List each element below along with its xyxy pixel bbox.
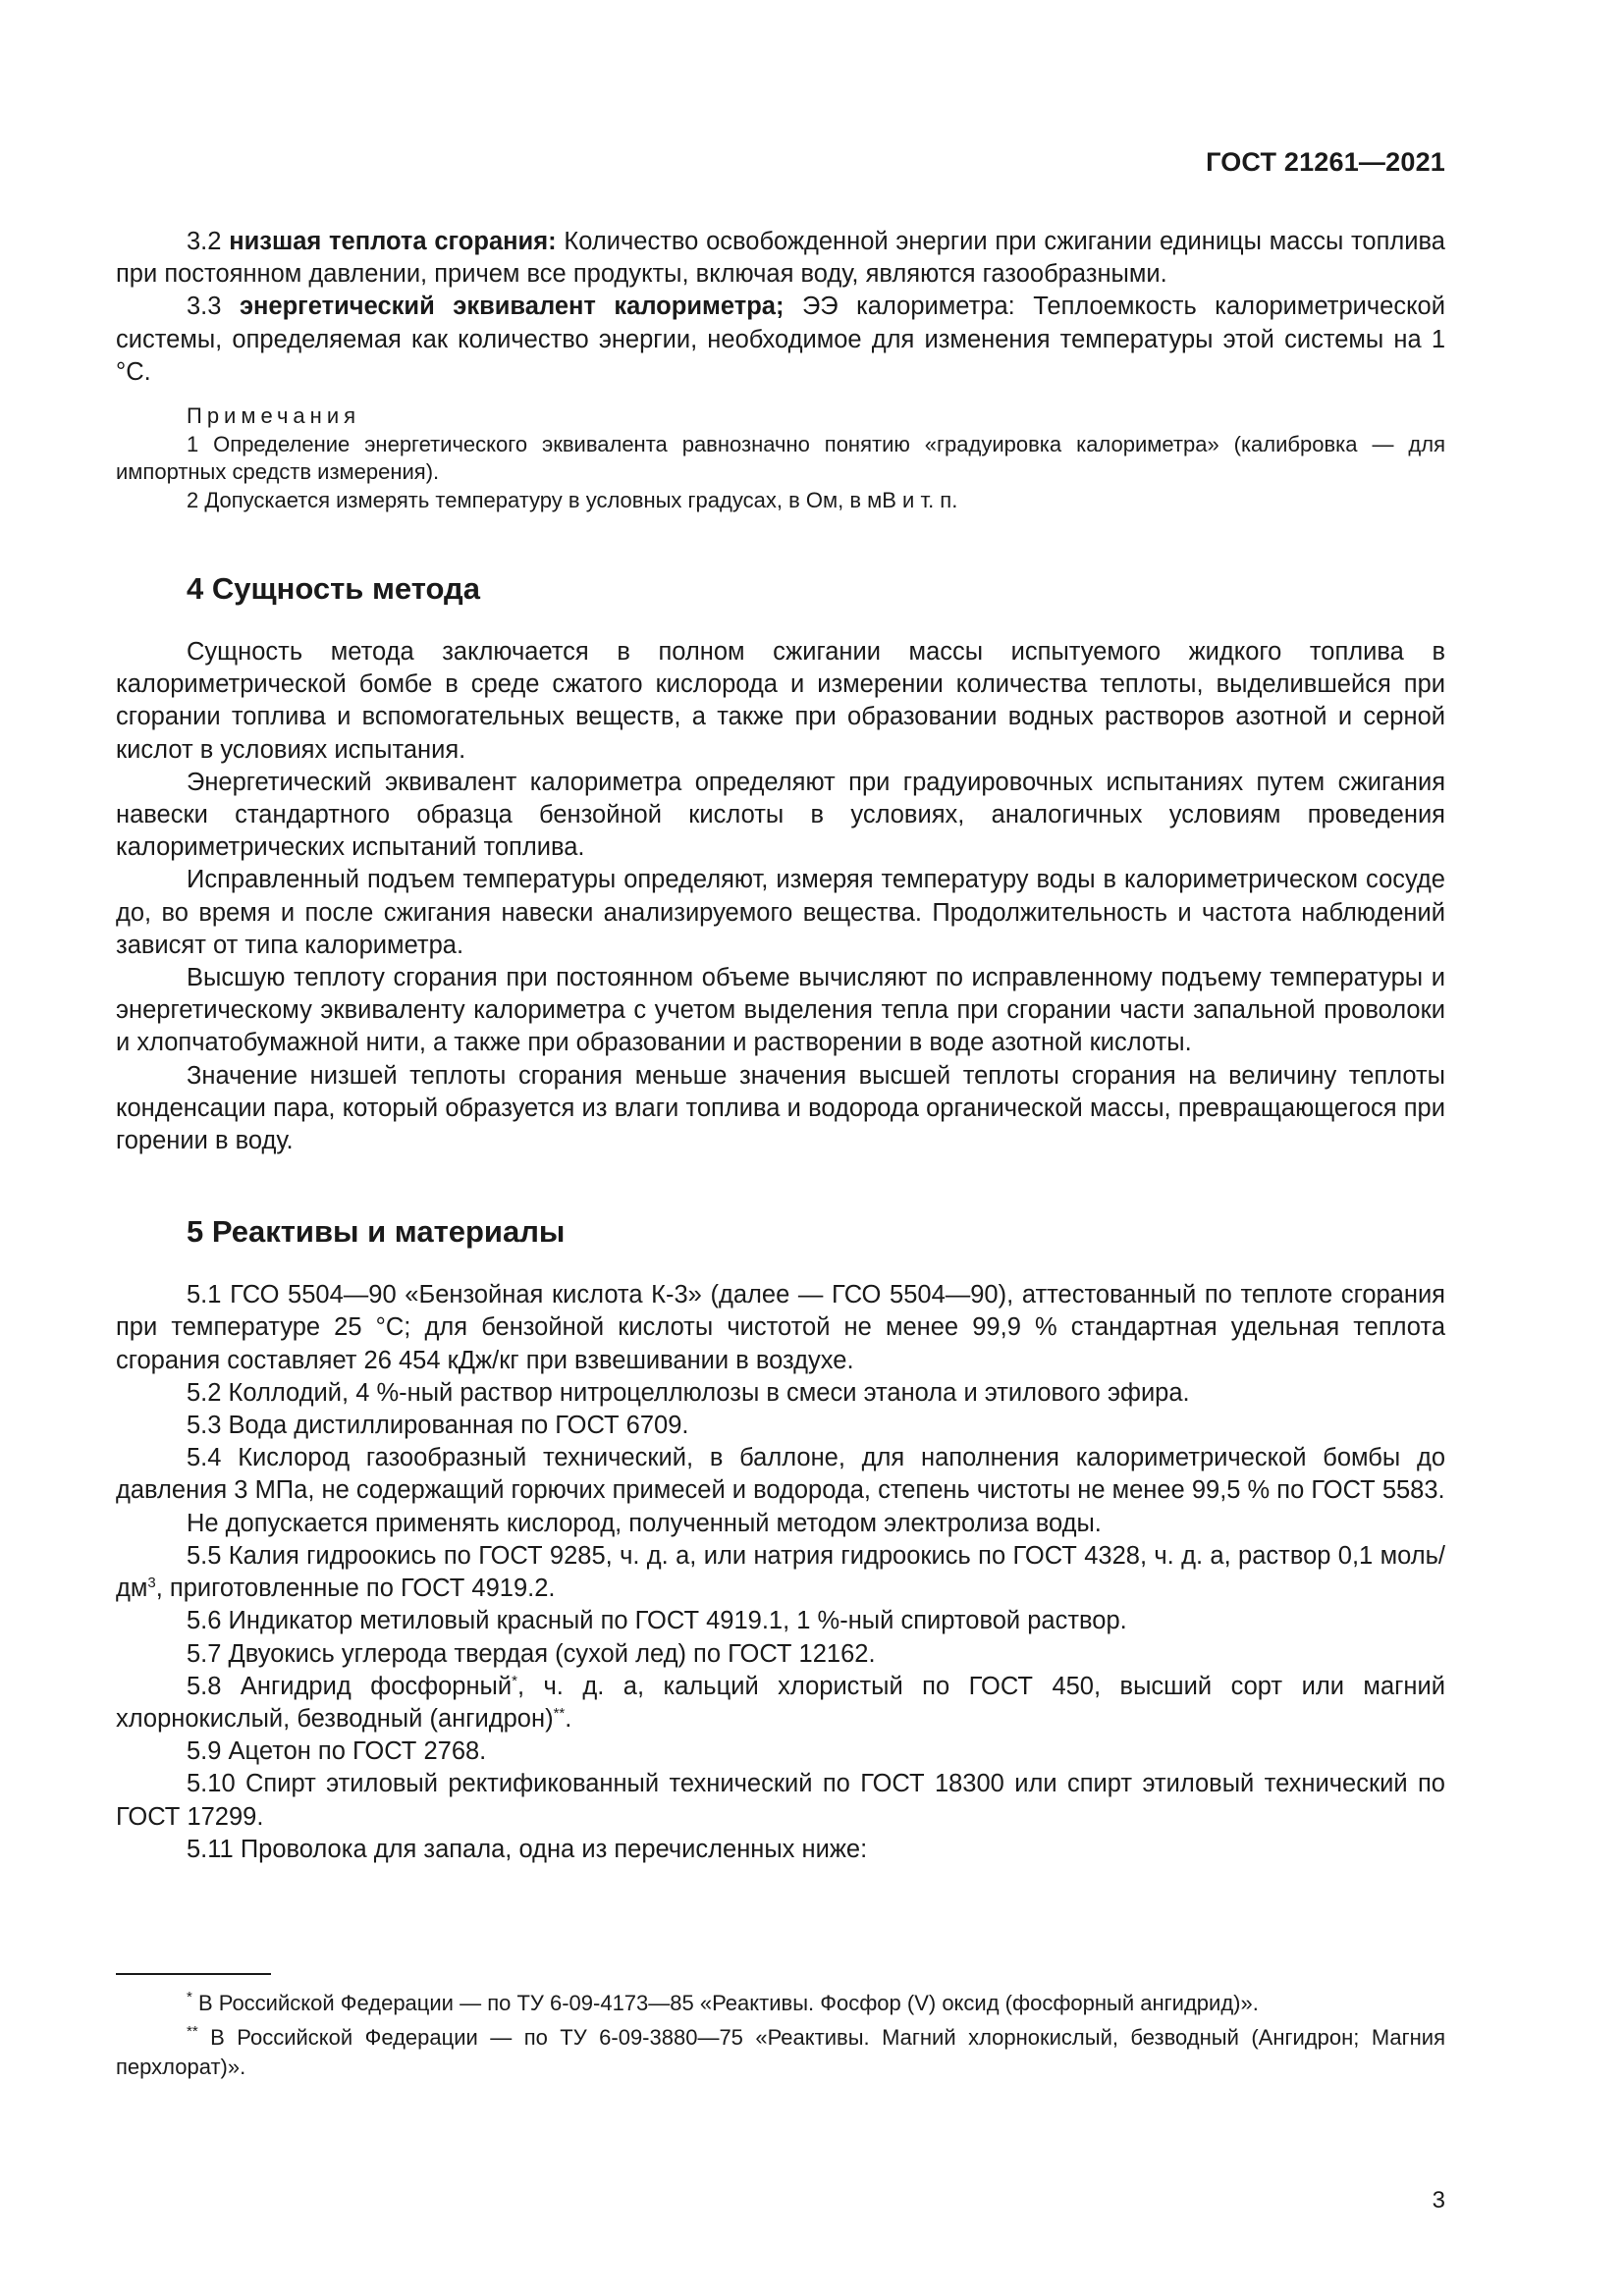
notes-title: Примечания <box>187 403 361 429</box>
note-item: 2 Допускается измерять температуру в условных градусах, в Ом, в мВ и т. п. <box>187 487 958 512</box>
definition-3-2 <box>116 226 1445 291</box>
footnote-text: В Российской Федерации — по ТУ 6-09-4173—85 «Реактивы. Фосфор (V) оксид (фосфорный ангидрид)». <box>191 1991 1259 2015</box>
item-5-7: 5.7 Двуокись углерода твердая (сухой лед) по ГОСТ 12162. <box>187 1639 876 1668</box>
definition-text: ЭЭ калориметра: Теплоемкость калориметрической системы, определяемая как количество энергии, необходимое для изменения температуры этой системы на 1 °С. <box>116 293 1445 386</box>
definition-text: Количество освобожденной энергии при сжигании единицы массы топлива при постоянном давлении, причем все продукты, включая воду, являются газообразными. <box>116 228 1445 289</box>
footnote-mark: ** <box>187 2022 198 2040</box>
item-5-5-text: 5.5 Калия гидроокись по ГОСТ 9285, ч. д. а, или натрия гидроокись по ГОСТ 4328, ч. д. а, раствор 0,1 моль/дм <box>116 1541 1445 1603</box>
item-5-5-text-end: , приготовленные по ГОСТ 4919.2. <box>155 1575 556 1603</box>
section-4-paragraph: Значение низшей теплоты сгорания меньше значения высшей теплоты сгорания на величину теплоты конденсации пара, который образуется из влаги топлива и водорода органической массы, превращающегося при горении в воду. <box>116 1061 1445 1155</box>
footnote-divider <box>116 1973 271 1975</box>
definition-term: низшая теплота сгорания: <box>229 228 557 255</box>
item-5-8-text-end: . <box>565 1704 572 1733</box>
section-4-paragraph: Энергетический эквивалент калориметра определяют при градуировочных испытаниях путем сжигания навески стандартного образца бензойной кислоты в условиях, аналогичных условиям проведения калориметрических испытаний топлива. <box>116 768 1445 862</box>
footnote-text: В Российской Федерации — по ТУ 6-09-3880—75 «Реактивы. Магний хлорнокислый, безводный (Ангидрон; Магния перхлорат)». <box>116 2024 1445 2079</box>
section-4-paragraph: Исправленный подъем температуры определяют, измеряя температуру воды в калориметрическом сосуде до, во время и после сжигания навески анализируемого вещества. Продолжительность и частота наблюдений зависят от типа калориметра. <box>116 866 1445 959</box>
item-5-2: 5.2 Коллодий, 4 %-ный раствор нитроцеллюлозы в смеси этанола и этилового эфира. <box>187 1378 1190 1407</box>
section-4-paragraph: Высшую теплоту сгорания при постоянном объеме вычисляют по исправленному подъему температуры и энергетическому эквиваленту калориметра с учетом выделения тепла при сгорании части запальной проволоки и хлопчатобумажной нити, а также при образовании и растворении в воде азотной кислоты. <box>116 964 1445 1057</box>
item-5-6: 5.6 Индикатор метиловый красный по ГОСТ 4919.1, 1 %-ный спиртовой раствор. <box>187 1607 1127 1635</box>
item-5-10: 5.10 Спирт этиловый ректификованный технический по ГОСТ 18300 или спирт этиловый технический по ГОСТ 17299. <box>116 1770 1445 1831</box>
item-5-11: 5.11 Проволока для запала, одна из перечисленных ниже: <box>187 1835 868 1863</box>
superscript: 3 <box>147 1575 156 1592</box>
footnote <box>116 2023 1445 2083</box>
item-5-4: 5.4 Кислород газообразный технический, в баллоне, для наполнения калориметрической бомбы до давления 3 МПа, не содержащий горючих примесей и водорода, степень чистоты не менее 99,5 % по ГОСТ 5583. <box>116 1444 1445 1505</box>
item-5-1: 5.1 ГСО 5504—90 «Бензойная кислота К-3» (далее — ГСО 5504—90), аттестованный по теплоте сгорания при температуре 25 °С; для бензойной кислоты чистотой не менее 99,9 % стандартная удельная теплота сгорания составляет 26 454 кДж/кг при взвешивании в воздухе. <box>116 1281 1445 1374</box>
footnote-mark: * <box>187 1989 192 2005</box>
page-body <box>116 226 1445 1866</box>
item-5-3: 5.3 Вода дистиллированная по ГОСТ 6709. <box>187 1412 689 1440</box>
definition-number: 3.3 <box>187 293 222 321</box>
section-4-heading: 4 Сущность метода <box>187 571 480 607</box>
item-5-8 <box>116 1671 1445 1735</box>
document-code-header: ГОСТ 21261—2021 <box>1206 147 1445 177</box>
footnote <box>116 1989 1445 2019</box>
item-5-5 <box>116 1540 1445 1605</box>
note-item: 1 Определение энергетического эквивалента равнозначно понятию «градуировка калориметра» (калибровка — для импортных средств измерения). <box>116 431 1445 485</box>
footnote-ref: * <box>512 1672 517 1689</box>
item-5-8-text: 5.8 Ангидрид фосфорный <box>187 1672 513 1700</box>
footnotes <box>116 1989 1445 2087</box>
item-5-8-text-mid: , ч. д. а, кальций хлористый по ГОСТ 450, высший сорт или магний хлорнокислый, безводный (ангидрон) <box>116 1672 1445 1733</box>
document-page <box>116 0 1445 2296</box>
item-5-4-note: Не допускается применять кислород, полученный методом электролиза воды. <box>187 1509 1102 1537</box>
section-4-paragraph: Сущность метода заключается в полном сжигании массы испытуемого жидкого топлива в калориметрической бомбе в среде сжатого кислорода и измерении количества теплоты, выделившейся при сгорании топлива и вспомогательных веществ, а также при образовании водных растворов азотной и серной кислот в условиях испытания. <box>116 638 1445 764</box>
footnote-ref: ** <box>553 1704 566 1722</box>
section-5-heading: 5 Реактивы и материалы <box>187 1214 566 1250</box>
definition-term: энергетический эквивалент калориметра; <box>239 293 785 321</box>
definition-3-3 <box>116 291 1445 389</box>
page-number: 3 <box>1432 2187 1445 2214</box>
item-5-9: 5.9 Ацетон по ГОСТ 2768. <box>187 1737 487 1766</box>
definition-number: 3.2 <box>187 228 222 255</box>
notes-block <box>116 402 1445 514</box>
